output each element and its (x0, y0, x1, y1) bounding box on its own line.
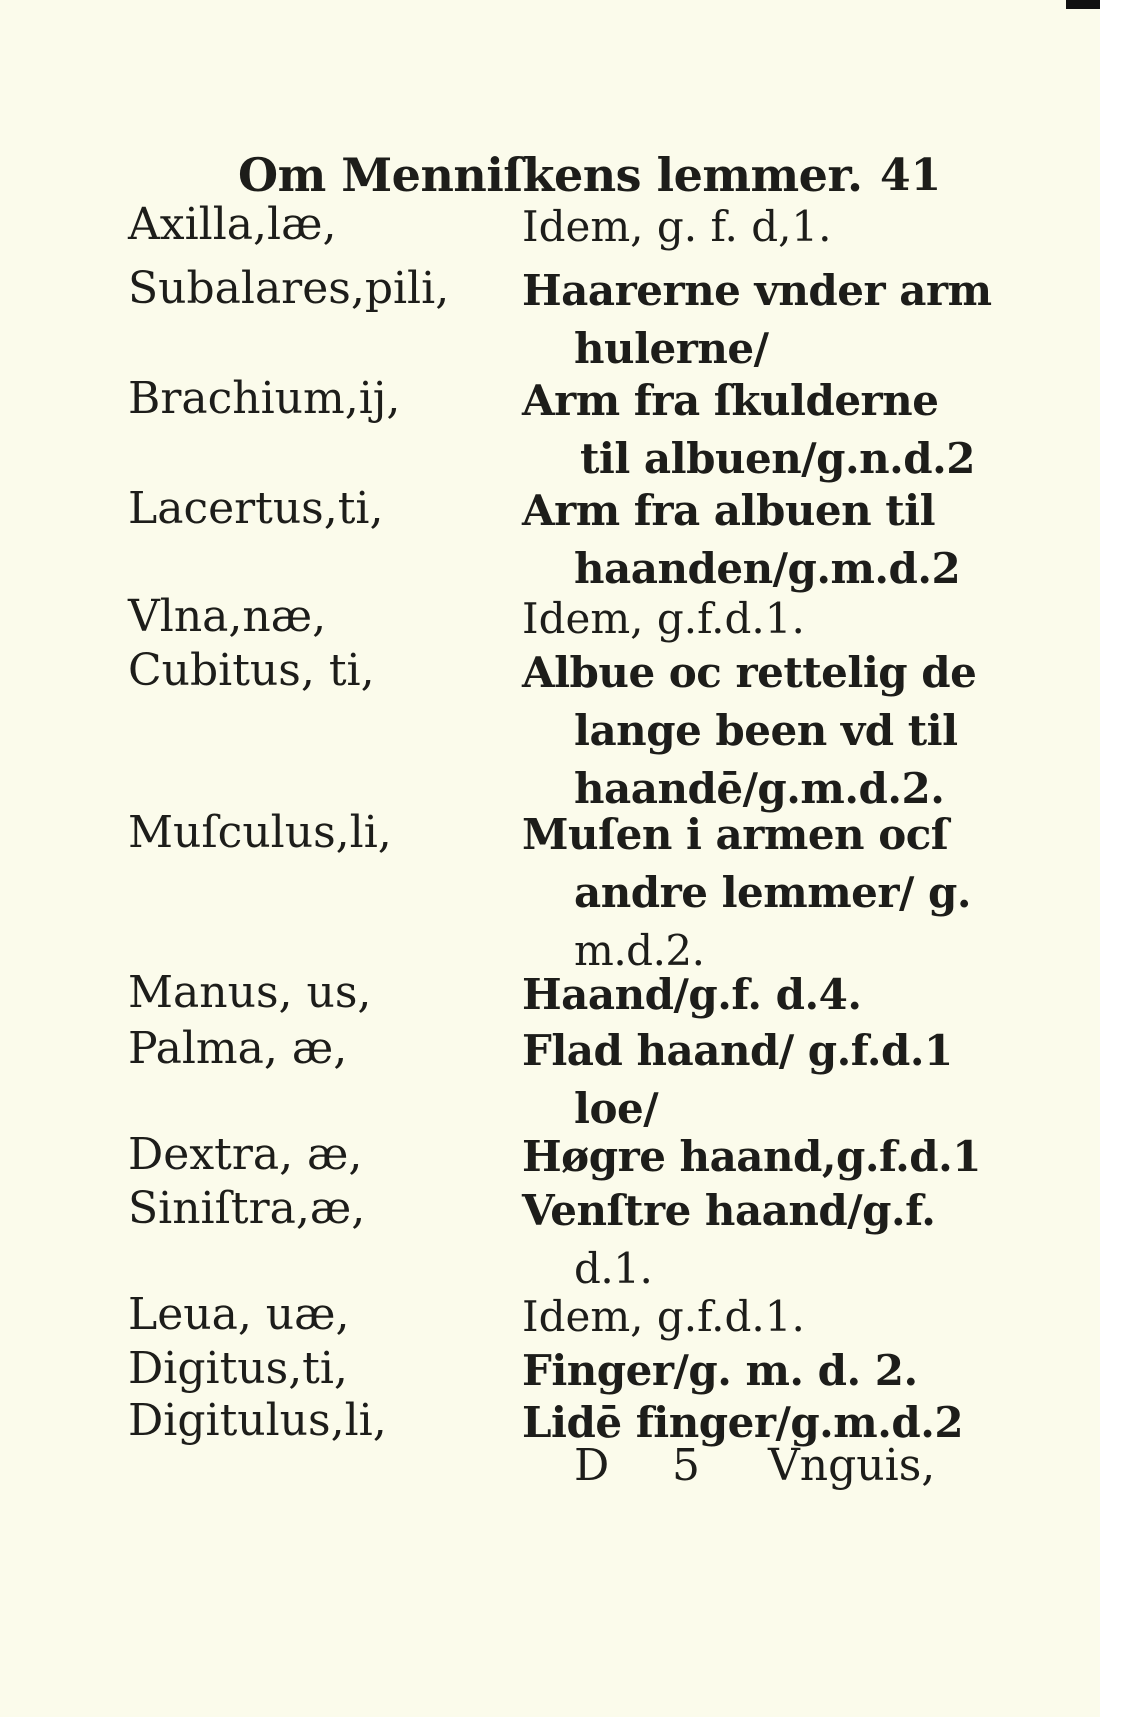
danish-gloss (522, 1022, 953, 1138)
latin-term: Muſculus,li, (128, 807, 392, 858)
gloss-line: Finger/g. m. d. 2. (522, 1346, 918, 1395)
gloss-line: Arm fra albuen til (522, 486, 936, 535)
latin-term: Lacertus,ti, (128, 483, 384, 534)
latin-term: Palma, æ, (128, 1023, 348, 1074)
signature-mark: D (574, 1440, 610, 1491)
gloss-line: Idem, g.f.d.1. (522, 594, 805, 643)
gloss-line: lange been vd til (574, 706, 958, 755)
latin-term: Manus, us, (128, 967, 372, 1018)
gloss-line: m.d.2. (574, 926, 705, 975)
gloss-line: Arm fra ſkulderne (522, 376, 939, 425)
danish-gloss (522, 1342, 918, 1400)
latin-term: Subalares,pili, (128, 263, 450, 314)
catchword: Vnguis, (768, 1440, 936, 1491)
gloss-line: Albue oc rettelig de (522, 648, 977, 697)
latin-term: Dextra, æ, (128, 1129, 363, 1180)
gloss-line: andre lemmer/ g. (574, 868, 971, 917)
page-number: 41 (880, 150, 942, 201)
danish-gloss (522, 372, 975, 488)
gloss-line: til albuen/g.n.d.2 (580, 434, 975, 483)
danish-gloss (522, 1182, 935, 1298)
gloss-line: haanden/g.m.d.2 (574, 544, 961, 593)
latin-term: Digitulus,li, (128, 1395, 387, 1446)
latin-term: Vlna,næ, (128, 591, 327, 642)
running-head: Om Menniſkens lemmer. (238, 148, 863, 202)
danish-gloss (522, 262, 992, 378)
latin-term: Leua, uæ, (128, 1289, 350, 1340)
gloss-line: d.1. (574, 1244, 653, 1293)
gloss-line: Flad haand/ g.f.d.1 (522, 1026, 953, 1075)
danish-gloss (522, 1128, 981, 1186)
signature-number: 5 (672, 1440, 700, 1491)
danish-gloss (522, 590, 805, 648)
danish-gloss (522, 482, 960, 598)
gloss-line: Haarerne vnder arm (522, 266, 992, 315)
gloss-line: Venſtre haand/g.f. (522, 1186, 936, 1235)
danish-gloss (522, 644, 976, 818)
gloss-line: Idem, g. f. d,1. (522, 202, 832, 251)
latin-term: Digitus,ti, (128, 1343, 348, 1394)
gloss-line: Idem, g.f.d.1. (522, 1292, 805, 1341)
latin-term: Brachium,ij, (128, 373, 401, 424)
latin-term: Siniſtra,æ, (128, 1183, 366, 1234)
danish-gloss (522, 1288, 805, 1346)
latin-term: Cubitus, ti, (128, 645, 375, 696)
gloss-line: Muſen i armen ocſ (522, 810, 949, 859)
gloss-line: Høgre haand,g.f.d.1 (522, 1132, 981, 1181)
danish-gloss (522, 198, 832, 256)
danish-gloss (522, 806, 971, 980)
danish-gloss (522, 966, 862, 1024)
latin-term: Axilla,læ, (128, 199, 337, 250)
gloss-line: Lidē finger/g.m.d.2 (522, 1398, 964, 1447)
gloss-line: Haand/g.f. d.4. (522, 970, 862, 1019)
gloss-line: haandē/g.m.d.2. (574, 764, 945, 813)
gloss-line: loe/ (574, 1084, 659, 1133)
scan-edge-mark (1066, 0, 1100, 9)
gloss-line: hulerne/ (574, 324, 769, 373)
